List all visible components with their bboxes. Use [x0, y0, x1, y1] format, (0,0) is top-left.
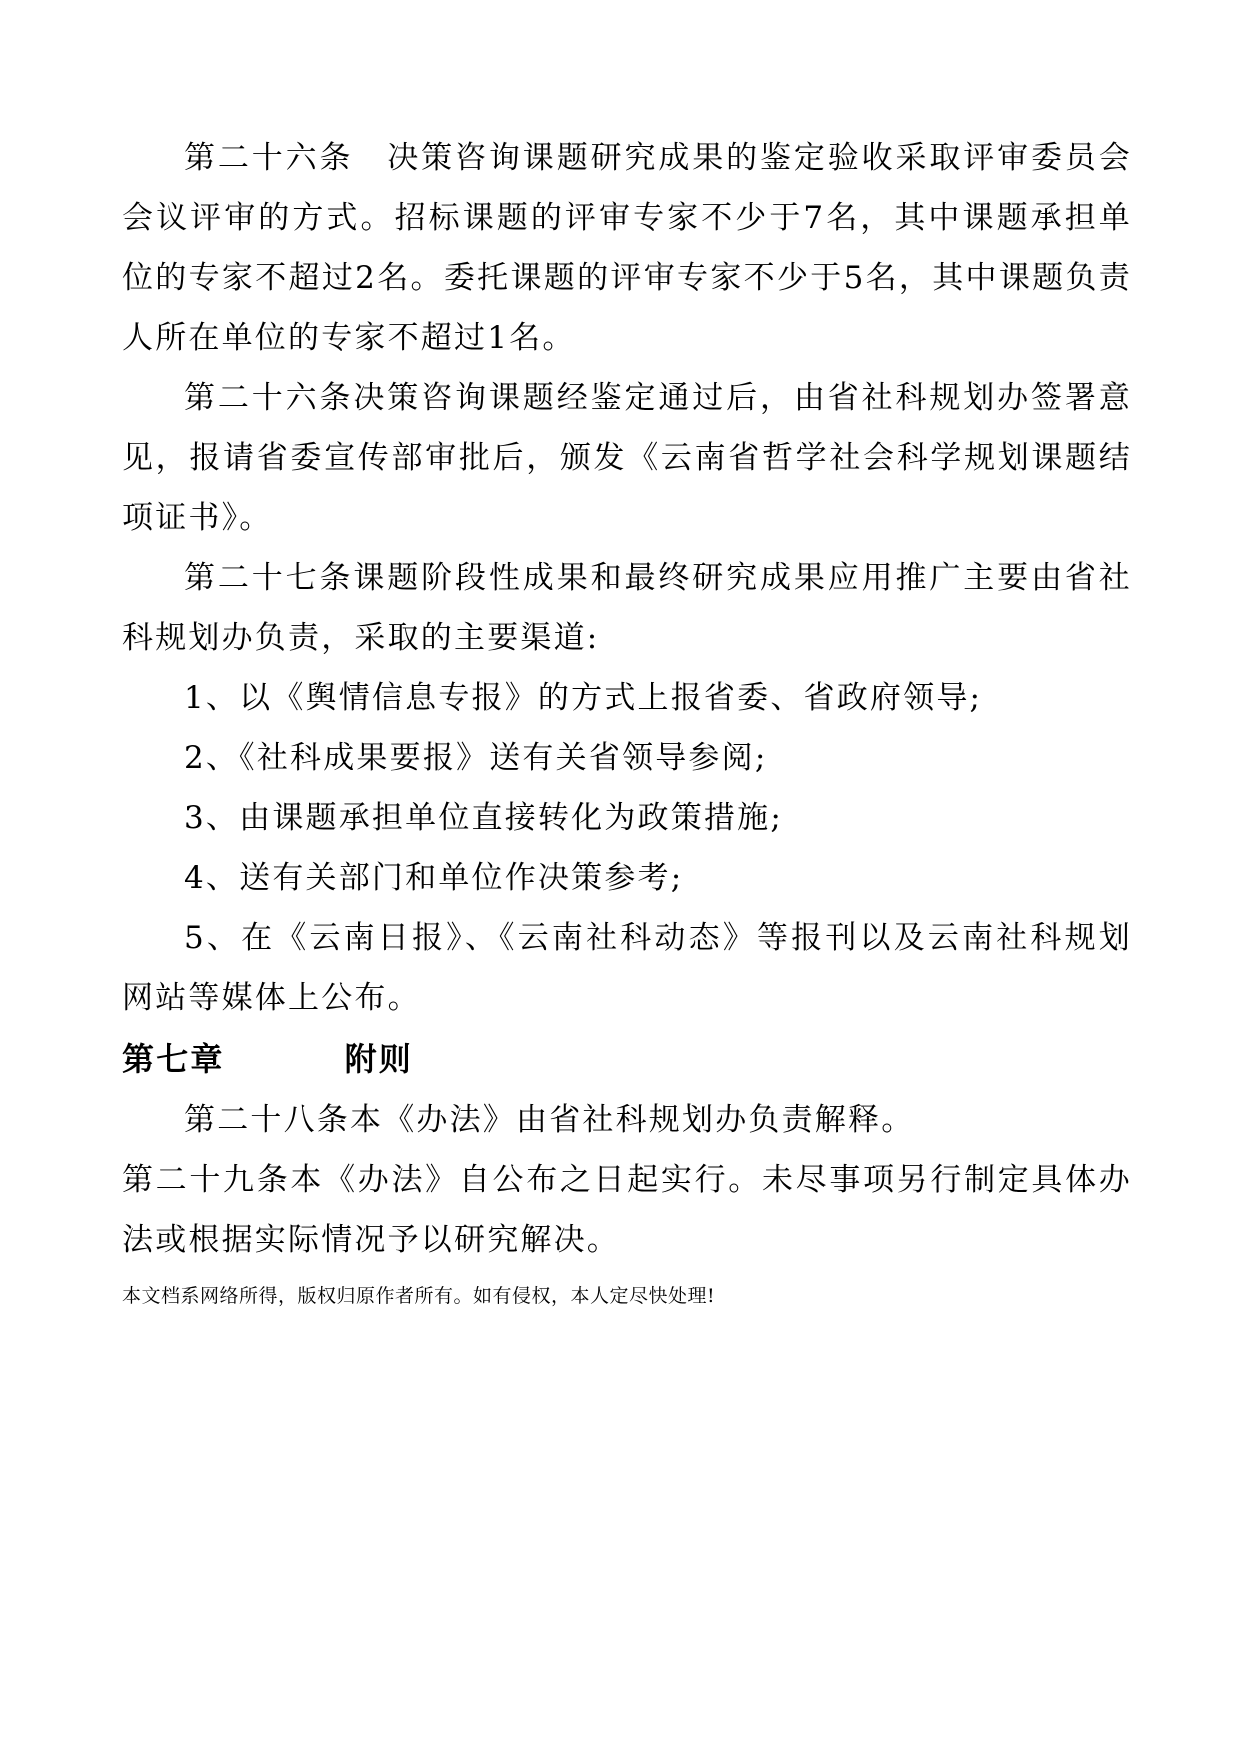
document-body [122, 128, 1132, 1270]
list-item: 2、《社科成果要报》送有关省领导参阅; [184, 740, 768, 776]
chapter-heading [122, 1028, 1132, 1090]
list-item: 1、以《舆情信息专报》的方式上报省委、省政府领导; [184, 680, 983, 716]
chapter-number: 第七章 [122, 1040, 225, 1078]
article-26-certificate: 第二十六条决策咨询课题经鉴定通过后，由省社科规划办签署意见，报请省委宣传部审批后，颁发《云南省哲学社会科学规划课题结项证书》。 [122, 380, 1132, 536]
chapter-title: 附则 [344, 1040, 414, 1078]
article-28: 第二十八条本《办法》由省社科规划办负责解释。 [184, 1102, 915, 1138]
copyright-note: 本文档系网络所得，版权归原作者所有。如有侵权，本人定尽快处理! [122, 1285, 716, 1307]
list-item: 4、送有关部门和单位作决策参考; [184, 860, 684, 896]
list-item: 3、由课题承担单位直接转化为政策措施; [184, 800, 783, 836]
article-29: 第二十九条本《办法》自公布之日起实行。未尽事项另行制定具体办法或根据实际情况予以研究解决。 [122, 1162, 1132, 1258]
article-27: 第二十七条课题阶段性成果和最终研究成果应用推广主要由省社科规划办负责，采取的主要渠道: [122, 560, 1132, 656]
list-item: 5、在《云南日报》、《云南社科动态》等报刊以及云南社科规划网站等媒体上公布。 [122, 920, 1132, 1016]
article-26-review: 第二十六条 决策咨询课题研究成果的鉴定验收采取评审委员会会议评审的方式。招标课题的评审专家不少于7名，其中课题承担单位的专家不超过2名。委托课题的评审专家不少于5名，其中课题负责人所在单位的专家不超过1名。 [122, 140, 1132, 356]
